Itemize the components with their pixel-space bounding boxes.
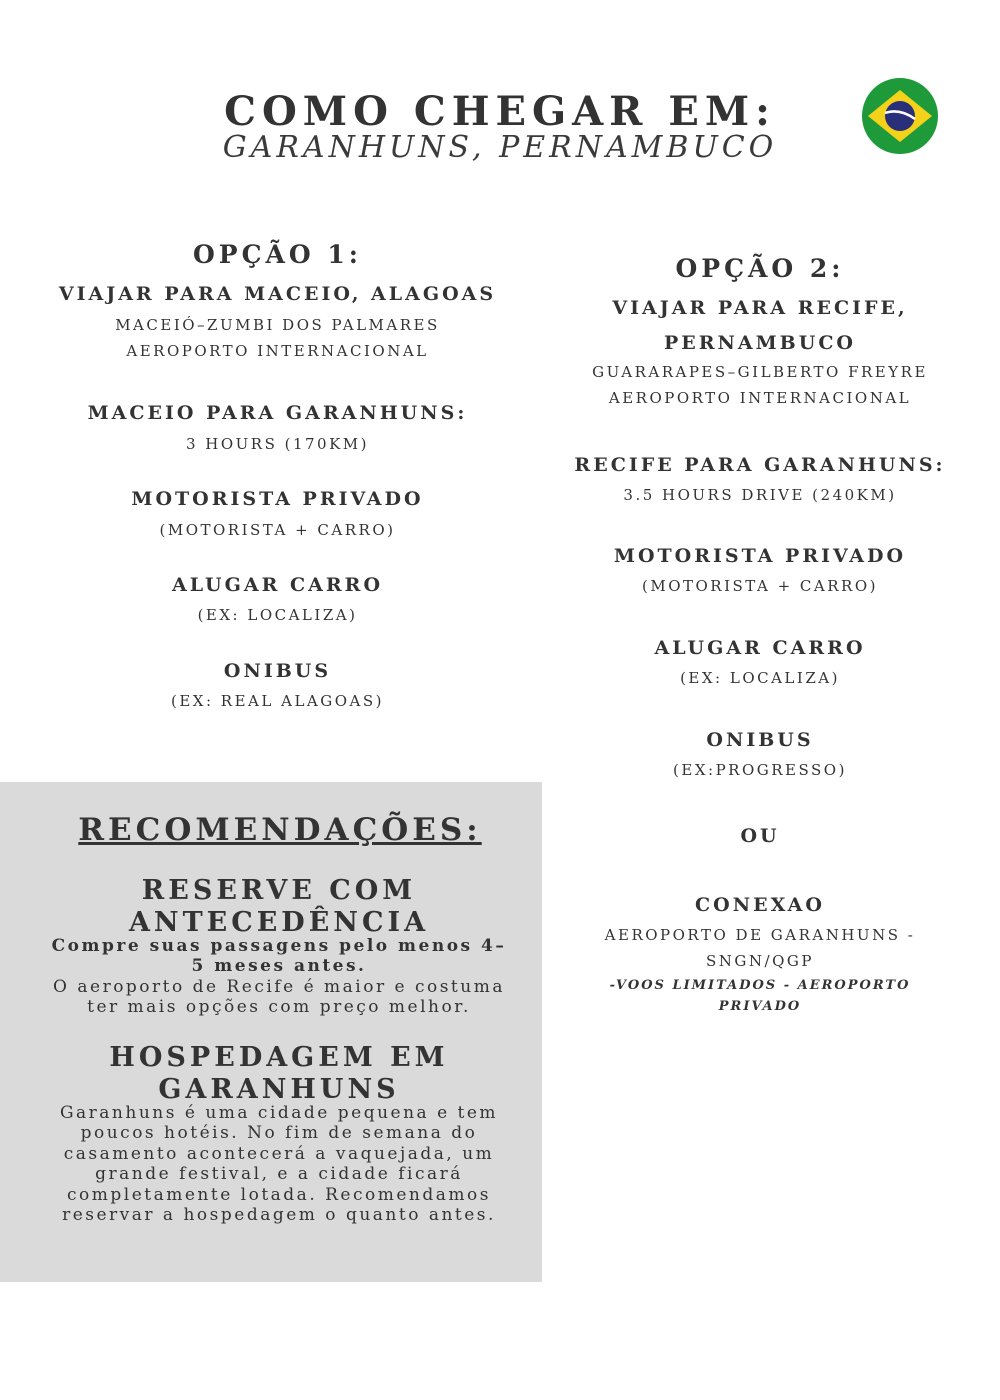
option1-destination: VIAJAR PARA MACEIO, ALAGOAS — [58, 283, 497, 305]
option1-driver-heading: MOTORISTA PRIVADO — [131, 488, 424, 510]
rec1-heading-line1: RESERVE COM — [141, 875, 417, 906]
option2-or-label: OU — [740, 825, 780, 847]
rec1-heading-line2: ANTECEDÊNCIA — [128, 907, 430, 938]
option2-rent-detail: (EX: LOCALIZA) — [680, 669, 840, 687]
option1-route-heading: MACEIO PARA GARANHUNS: — [87, 402, 468, 424]
option2-destination-line2: PERNAMBUCO — [663, 332, 856, 354]
option2-connection-note-line2: PRIVADO — [718, 999, 802, 1014]
rec1-bold-line1: Compre suas passagens pelo menos 4– — [51, 936, 507, 956]
option1-bus-heading: ONIBUS — [223, 660, 332, 682]
page-subtitle: GARANHUNS, PERNAMBUCO — [222, 130, 778, 165]
option2-bus-heading: ONIBUS — [706, 729, 814, 751]
option2-connection-line1: AEROPORTO DE GARANHUNS - — [604, 926, 916, 944]
option2-airport-line2: AEROPORTO INTERNACIONAL — [608, 389, 912, 407]
rec1-bold-line2: 5 meses antes. — [191, 956, 367, 976]
rec2-text-line4: grande festival, e a cidade ficará — [95, 1164, 463, 1184]
option2-driver-detail: (MOTORISTA + CARRO) — [642, 577, 878, 595]
option2-heading: OPÇÃO 2: — [675, 254, 845, 283]
option1-airport-line1: MACEIÓ–ZUMBI DOS PALMARES — [115, 316, 440, 334]
recommendations-title: RECOMENDAÇÕES: — [78, 812, 482, 848]
option2-bus-detail: (EX:PROGRESSO) — [673, 761, 847, 779]
rec2-text-line6: reservar a hospedagem o quanto antes. — [62, 1205, 496, 1225]
rec2-heading-line2: GARANHUNS — [158, 1074, 400, 1105]
option2-destination-line1: VIAJAR PARA RECIFE, — [612, 297, 908, 319]
option1-airport-line2: AEROPORTO INTERNACIONAL — [126, 342, 429, 360]
page-title: COMO CHEGAR EM: — [224, 88, 776, 135]
rec1-text-line1: O aeroporto de Recife é maior e costuma — [53, 977, 505, 997]
rec2-text-line1: Garanhuns é uma cidade pequena e tem — [59, 1103, 499, 1123]
option2-airport-line1: GUARARAPES–GILBERTO FREYRE — [592, 363, 928, 381]
option1-heading: OPÇÃO 1: — [193, 240, 362, 269]
rec2-text-line5: completamente lotada. Recomendamos — [67, 1185, 491, 1205]
rec1-text-line2: ter mais opções com preço melhor. — [87, 997, 471, 1017]
option2-driver-heading: MOTORISTA PRIVADO — [613, 545, 907, 567]
option2-rent-heading: ALUGAR CARRO — [654, 637, 866, 659]
option2-connection-note-line1: -VOOS LIMITADOS - AEROPORTO — [609, 978, 911, 993]
option1-route-time: 3 HOURS (170KM) — [185, 435, 370, 453]
option1-driver-detail: (MOTORISTA + CARRO) — [159, 521, 396, 539]
rec2-heading-line1: HOSPEDAGEM EM — [109, 1042, 449, 1073]
option2-connection-line2: SNGN/QGP — [706, 952, 814, 970]
option2-route-time: 3.5 HOURS DRIVE (240KM) — [623, 486, 897, 504]
option1-bus-detail: (EX: REAL ALAGOAS) — [171, 692, 384, 710]
option1-rent-detail: (EX: LOCALIZA) — [197, 606, 358, 624]
option2-connection-heading: CONEXAO — [695, 894, 825, 916]
option2-route-heading: RECIFE PARA GARANHUNS: — [574, 454, 946, 476]
rec2-text-line3: casamento acontecerá a vaquejada, um — [63, 1144, 495, 1164]
rec2-text-line2: poucos hotéis. No fim de semana do — [80, 1123, 478, 1143]
option1-rent-heading: ALUGAR CARRO — [172, 574, 383, 596]
brazil-flag-icon — [862, 78, 938, 154]
